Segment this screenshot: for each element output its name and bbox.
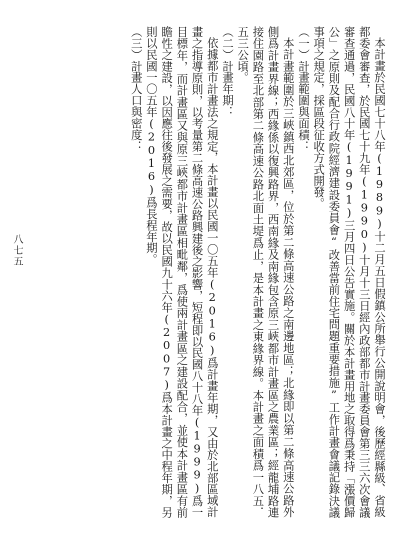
section-heading-plan-area: （一）計畫範圍與面積： xyxy=(296,26,310,152)
page-number: 八七五 xyxy=(11,234,22,267)
section-heading-plan-period: （二）計畫年期： xyxy=(220,26,234,118)
intro-paragraph: 本計畫於民國七十八年(1989)十二月五日假鎮公所舉行公開說明會，後歷經縣級、省級都委會審查，於民國七十九年(1990)十月十三日經內政部都市計畫委員會第三三六次會議審查通過，民國八十年(1991)三月四日公告實施。關於本計畫用地之取得爲秉持「漲價歸公」之原則及配合行政院經濟建設委員會“改善當前住宅問題重要措施”工作計畫會議記錄決議事項之規定，採區段征收方式開發。 xyxy=(312,26,386,518)
body-text xyxy=(12,26,387,518)
section-heading-population: （三）計畫人口與密度： xyxy=(129,26,143,152)
plan-period-paragraph: 依據都市計畫法之規定，本計畫以民國一〇五年(2016)爲計畫年期，又由於北部區域計畫之指導原則，以考量第二條高速公路興建後之影響，短程即以民國八十八年(1999)爲一目標年，而計畫區又與原三峽都市計畫區相毗鄰，爲使兩計畫區之建設配合，並使本計畫區有前瞻性之建設，以因應往後發展之需要，故以民國九十六年(2007)爲本計畫之中程年期，另則以民國一〇五年(2016)爲長程年期。 xyxy=(144,26,219,518)
plan-area-paragraph: 本計畫範圍於三峽鎮西北郊區，位於第二條高速公路之南邊地區；北緣即以第二條高速公路外側爲計畫界線；西緣係以復興路界，西南緣及南緣包含原三峽都市計畫區之農業區；經龍埔路連接住園路至北部第二條高速公路北面土堤爲止，是本計畫之東緣界線。本計畫之面積爲一八五．五三公頃。 xyxy=(236,26,295,518)
